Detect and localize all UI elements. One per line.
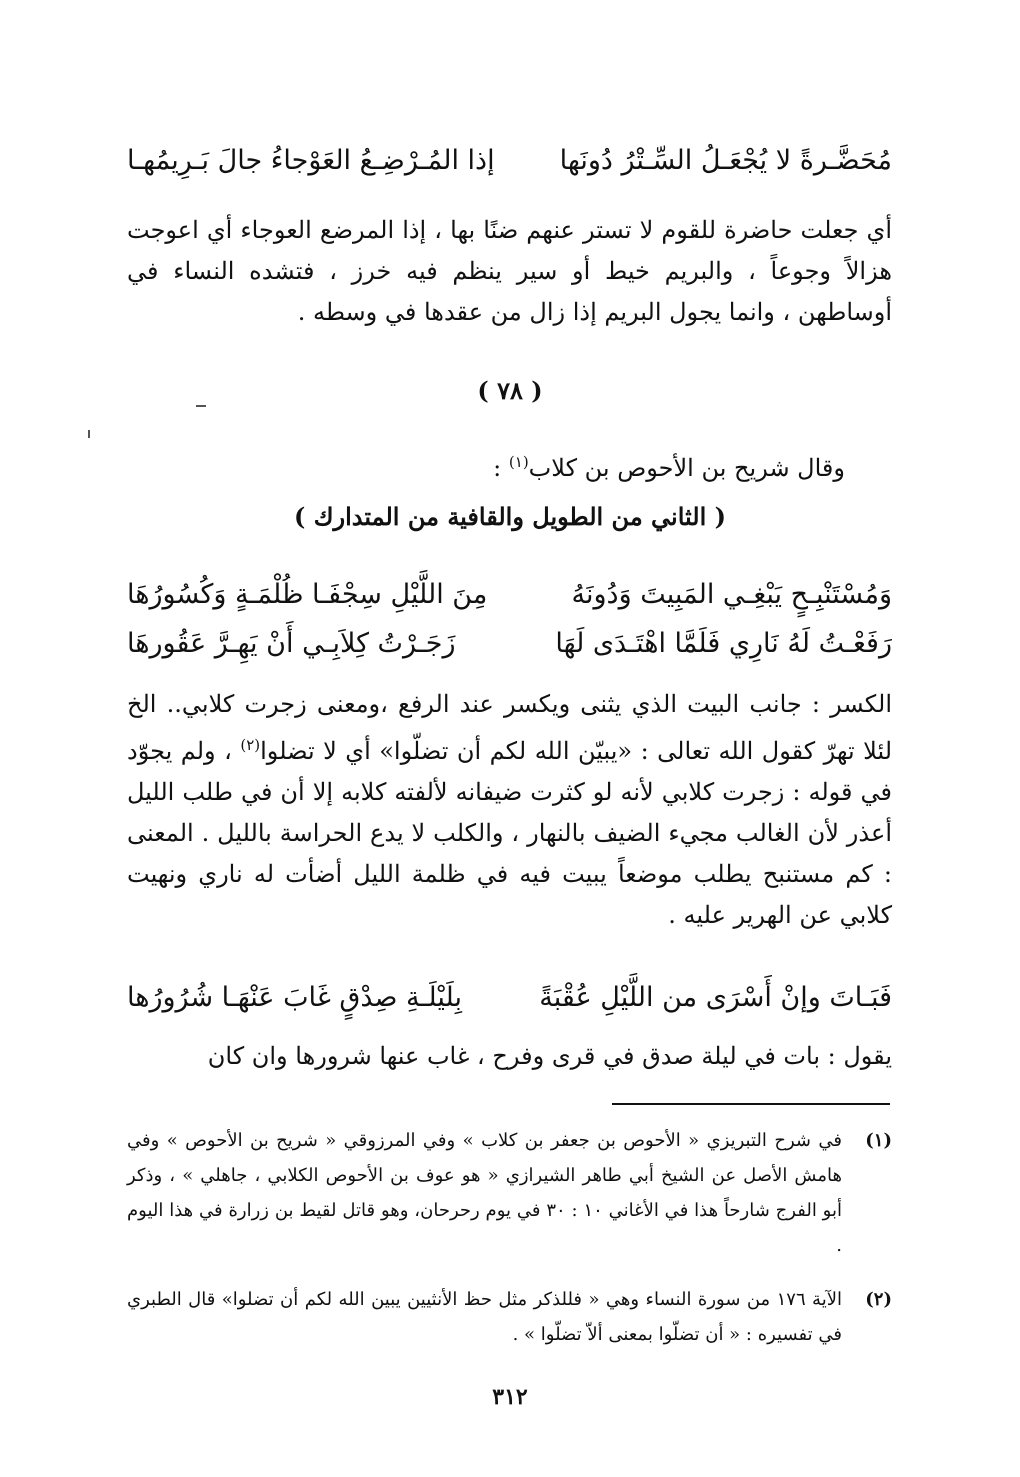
commentary-text-part: الكسر : جانب البيت الذي يثنى ويكسر عند الرفع ،ومعنى زجرت كلابي.. الخ لئلا تهرّ كقول الله تعالى : «يبيّن الله لكم أن تضلّوا» أي لا تضلوا bbox=[127, 690, 893, 765]
footnote-1 bbox=[127, 1123, 892, 1263]
commentary-paragraph-1 bbox=[127, 210, 892, 333]
footnote-text: الآية ١٧٦ من سورة النساء وهي « فللذكر مثل حظ الأنثيين يبين الله لكم أن تضلوا» قال الطبري في تفسيره : « أن تضلّوا بمعنى ألاّ تضلّوا » . bbox=[127, 1289, 842, 1345]
verse-second-hemistich: مِنَ اللَّيْلِ سِجْفَـا ظُلْمَـةٍ وَكُسُورُهَا bbox=[127, 579, 488, 610]
poem-number: ( ٧٨ ) bbox=[477, 376, 543, 405]
verse-first-hemistich: وَمُسْتَنْبِـحٍ يَبْغِـي المَبِيتَ وَدُونَهُ bbox=[571, 579, 892, 610]
commentary-text: يقول : بات في ليلة صدق في قرى وفرح ، غاب عنها شرورها وان كان bbox=[207, 1042, 892, 1070]
commentary-paragraph-2 bbox=[127, 684, 892, 936]
footnote-reference-2: (٢) bbox=[240, 736, 261, 754]
footnote-separator bbox=[612, 1103, 890, 1105]
poem-introduction bbox=[493, 442, 845, 488]
commentary-paragraph-3 bbox=[127, 1036, 892, 1077]
verse-line-1 bbox=[127, 573, 892, 617]
scan-speck bbox=[196, 405, 206, 407]
meter-heading: ( الثاني من الطويل والقافية من المتدارك ) bbox=[294, 502, 726, 531]
footnote-text: في شرح التبريزي « الأحوص بن جعفر بن كلاب » وفي المرزوقي « شريح بن الأحوص » وفي هامش الأصل عن الشيخ أبي طاهر الشيرازي « هو عوف بن الأحوص الكلابي ، جاهلي » ، وذكر أبو الفرج شارحاً هذا في الأغاني ١٠ : ٣٠ في يوم رحرحان، وهو قاتل لقيط بن زرارة في هذا اليوم . bbox=[127, 1130, 842, 1256]
verse-line-previous-poem bbox=[127, 139, 892, 183]
commentary-text-part: ، ولم يجوّد في قوله : زجرت كلابي لأنه لو كثرت ضيفانه لألفته كلابه إلا أن في طلب الليل أعذر لأن الغالب مجيء الضيف بالنهار ، والكلب لا يدع الحراسة بالليل . المعنى : كم مستنبح يطلب موضعاً يبيت فيه في ظلمة الليل أضأت له ناري ونهيت كلابي عن الهرير عليه . bbox=[127, 737, 892, 929]
footnote-number: (٢) bbox=[865, 1289, 892, 1310]
verse-first-hemistich: رَفَعْـتُ لَهُ نَارِي فَلَمَّا اهْتَـدَى لَهَا bbox=[555, 628, 892, 659]
commentary-text: أي جعلت حاضرة للقوم لا تستر عنهم ضنًا بها ، إذا المرضع العوجاء أي اعوجت هزالاً وجوعاً ، والبريم خيط أو سير ينظم فيه خرز ، فتشده النساء في أوساطهن ، وانما يجول البريم إذا زال من عقدها في وسطه . bbox=[127, 216, 892, 326]
intro-text: وقال شريح بن الأحوص بن كلاب bbox=[528, 454, 845, 482]
verse-second-hemistich: إذا المُـرْضِـعُ العَوْجاءُ جالَ بَـرِيمُهـا bbox=[127, 145, 495, 176]
verse-first-hemistich: فَبَـاتَ وإنْ أَسْرَى من اللَّيْلِ عُقْبَةً bbox=[539, 982, 892, 1013]
verse-second-hemistich: بِلَيْلَـةِ صِدْقٍ غَابَ عَنْهَـا شُرُورُها bbox=[127, 982, 462, 1013]
verse-line-2 bbox=[127, 622, 892, 666]
verse-first-hemistich: مُحَضَّـرةً لا يُجْعَـلُ السِّـتْرُ دُونَها bbox=[559, 145, 892, 176]
intro-colon: : bbox=[493, 454, 509, 482]
footnote-2 bbox=[127, 1282, 892, 1352]
verse-line-3 bbox=[127, 976, 892, 1020]
footnote-number: (١) bbox=[865, 1130, 892, 1151]
commentary-text bbox=[127, 684, 892, 936]
footnote-reference-1: (١) bbox=[508, 453, 529, 471]
scan-speck bbox=[88, 430, 90, 438]
verse-second-hemistich: زَجَـرْتُ كِلاَبِـي أَنْ يَهِـرَّ عَقُورهَا bbox=[127, 628, 456, 659]
page-number: ٣١٢ bbox=[492, 1384, 528, 1410]
